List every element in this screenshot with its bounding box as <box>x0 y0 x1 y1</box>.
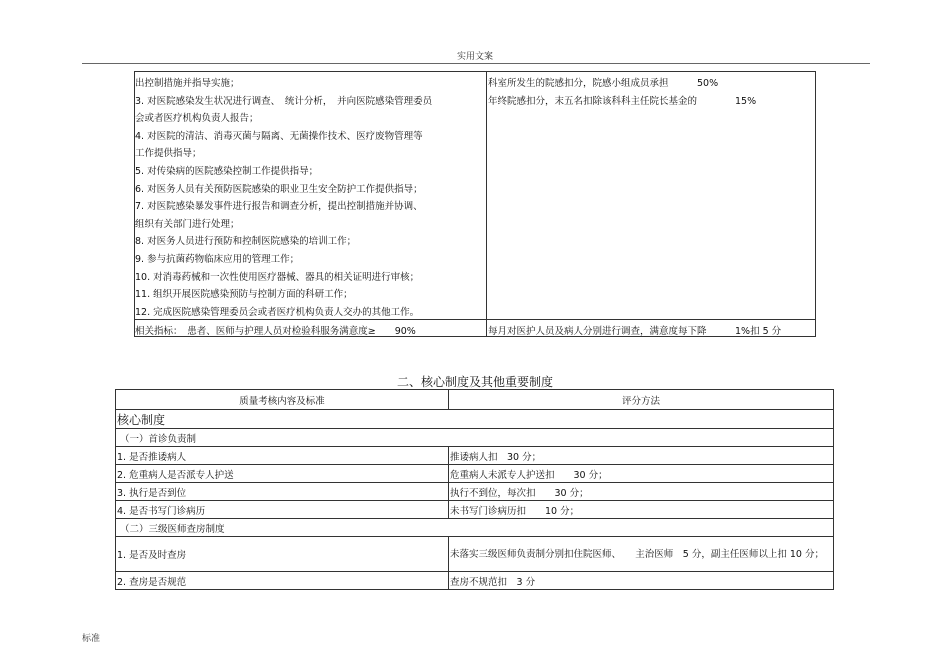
table-header-row <box>116 390 834 410</box>
list-item: 10. 对消毒药械和一次性使用医疗器械、器具的相关证明进行审核； <box>135 271 420 283</box>
table-row <box>116 429 834 447</box>
table-cell: 3. 执行是否到位 <box>116 483 449 501</box>
category-first-visit: （一）首诊负责制 <box>116 429 834 447</box>
list-item: 11. 组织开展医院感染预防与控制方面的科研工作； <box>135 289 353 301</box>
table-cell: 4. 是否书写门诊病历 <box>116 501 449 519</box>
header-rule <box>82 63 870 64</box>
table-cell: 1. 是否及时查房 <box>116 537 449 572</box>
list-item: 3. 对医院感染发生状况进行调查、 统计分析， 并向医院感染管理委员 <box>135 95 433 107</box>
list-item: 科室所发生的院感扣分，院感小组成员承担 50% <box>488 78 719 89</box>
list-item: 9. 参与抗菌药物临床应用的管理工作； <box>135 253 300 265</box>
duties-list <box>135 75 483 321</box>
column-header-content: 质量考核内容及标准 <box>116 390 449 410</box>
table-cell: 执行不到位，每次扣 30 分； <box>449 483 834 501</box>
table-column-divider <box>486 72 487 336</box>
table-row <box>116 447 834 465</box>
table-cell: 未落实三级医师负责制分别扣住院医师、 主治医师 5 分，副主任医师以上扣 10 分； <box>449 537 834 572</box>
table-cell: 未书写门诊病历扣 10 分； <box>449 501 834 519</box>
list-item: 4. 对医院的清洁、消毒灭菌与隔离、无菌操作技术、医疗废物管理等 <box>135 130 423 142</box>
indicator-scoring: 每月对医护人员及病人分别进行调查，满意度每下降 1%扣 5 分 <box>488 326 782 337</box>
core-system-title: 核心制度 <box>116 410 834 429</box>
list-item: 7. 对医院感染暴发事件进行报告和调查分析，提出控制措施并协调、 <box>135 201 423 213</box>
list-item: 6. 对医务人员有关预防医院感染的职业卫生安全防护工作提供指导； <box>135 183 423 195</box>
table-cell: 1. 是否推诿病人 <box>116 447 449 465</box>
list-item: 年终院感扣分，末五名扣除该科科主任院长基金的 15% <box>488 95 757 107</box>
table-cell: 2. 危重病人是否派专人护送 <box>116 465 449 483</box>
list-item: 12. 完成医院感染管理委员会或者医疗机构负责人交办的其他工作。 <box>135 306 420 318</box>
list-item: 5. 对传染病的医院感染控制工作提供指导； <box>135 165 319 177</box>
table-cell: 2. 查房是否规范 <box>116 572 449 590</box>
category-ward-round: （二）三级医师查房制度 <box>116 519 834 537</box>
table-row <box>116 465 834 483</box>
table-row <box>116 537 834 572</box>
list-item: 会或者医疗机构负责人报告； <box>135 113 259 125</box>
page-footer: 标准 <box>82 634 101 644</box>
list-item: 组织有关部门进行处理； <box>135 218 240 230</box>
table-row <box>116 501 834 519</box>
scoring-notes <box>488 75 816 110</box>
table-cell: 查房不规范扣 3 分 <box>449 572 834 590</box>
core-system-table <box>115 389 834 590</box>
related-indicator: 相关指标： 患者、医师与护理人员对检验科服务满意度≥ 90% <box>135 326 416 337</box>
responsibility-table <box>134 71 816 337</box>
column-header-method: 评分方法 <box>449 390 834 410</box>
table-row <box>116 410 834 429</box>
page-header: 实用文案 <box>456 52 493 62</box>
list-item: 8. 对医务人员进行预防和控制医院感染的培训工作； <box>135 236 357 248</box>
table-cell: 危重病人未派专人护送扣 30 分； <box>449 465 834 483</box>
table-cell: 推诿病人扣 30 分； <box>449 447 834 465</box>
list-item: 工作提供指导； <box>135 148 202 160</box>
table-row <box>116 572 834 590</box>
table-row <box>116 519 834 537</box>
section-title: 二、核心制度及其他重要制度 <box>396 375 553 389</box>
table-row <box>116 483 834 501</box>
list-item: 出控制措施并指导实施； <box>135 78 240 89</box>
